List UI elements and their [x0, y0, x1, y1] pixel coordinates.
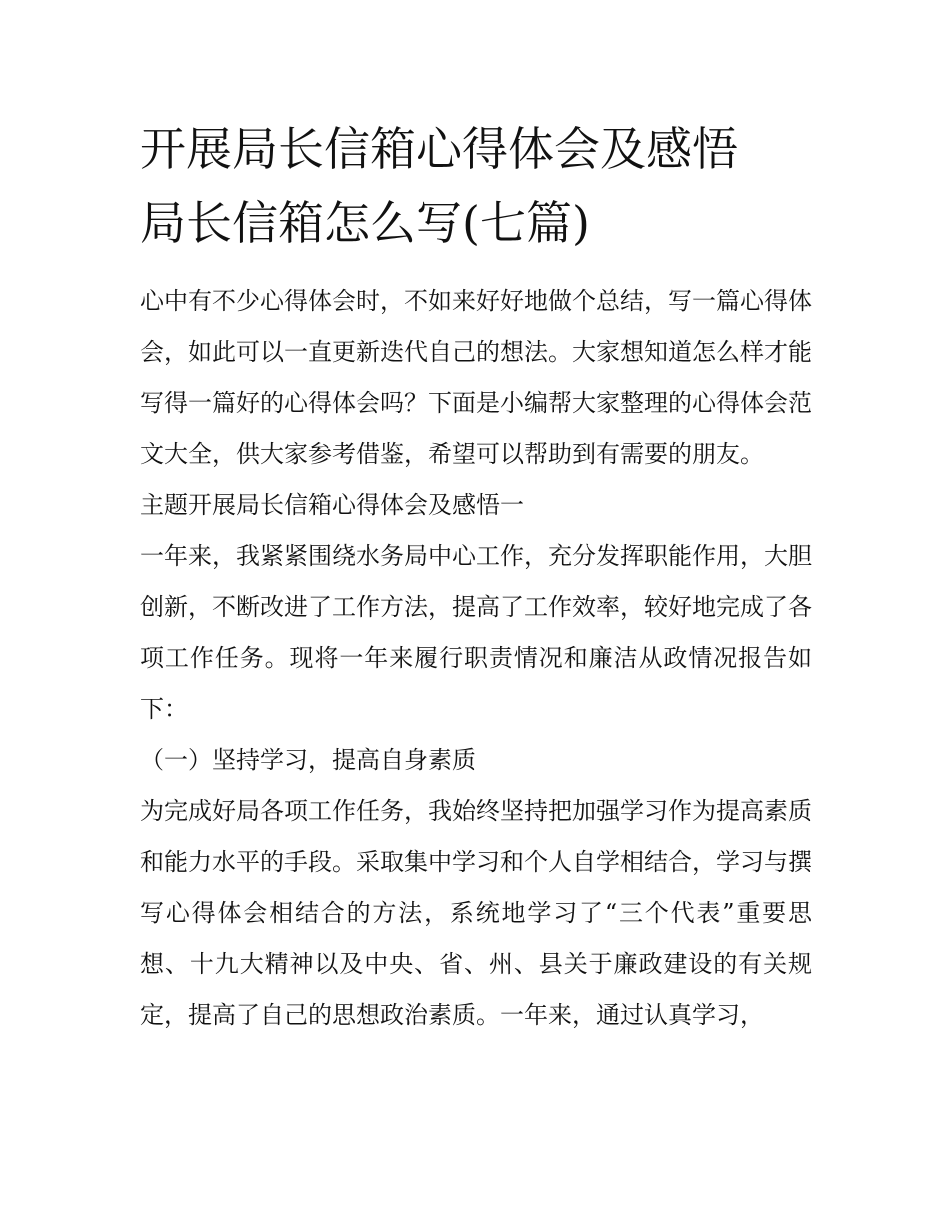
subsection-heading: （一）坚持学习，提高自身素质: [140, 746, 476, 774]
document-title: [140, 112, 820, 260]
title-line-2: 局长信箱怎么写(七篇): [140, 196, 590, 250]
intro-paragraph: 心中有不少心得体会时，不如来好好地做个总结，写一篇心得体会，如此可以一直更新迭代自己的想法。大家想知道怎么样才能写得一篇好的心得体会吗？下面是小编帮大家整理的心得体会范文大全，供大家参考借鉴，希望可以帮助到有需要的朋友。: [140, 287, 812, 468]
body-paragraph: 为完成好局各项工作任务，我始终坚持把加强学习作为提高素质和能力水平的手段。采取集中学习和个人自学相结合，学习与撰写心得体会相结合的方法，系统地学习了“三个代表”重要思想、十九大精神以及中央、省、州、县关于廉政建设的有关规定，提高了自己的思想政治素质。一年来，通过认真学习，: [140, 797, 812, 1029]
body-paragraph: 一年来，我紧紧围绕水务局中心工作，充分发挥职能作用，大胆创新，不断改进了工作方法，提高了工作效率，较好地完成了各项工作任务。现将一年来履行职责情况和廉洁从政情况报告如下：: [140, 542, 812, 723]
document-body: [140, 276, 812, 1041]
title-line-1: 开展局长信箱心得体会及感悟: [140, 122, 738, 176]
section-heading: 主题开展局长信箱心得体会及感悟一: [140, 491, 524, 519]
